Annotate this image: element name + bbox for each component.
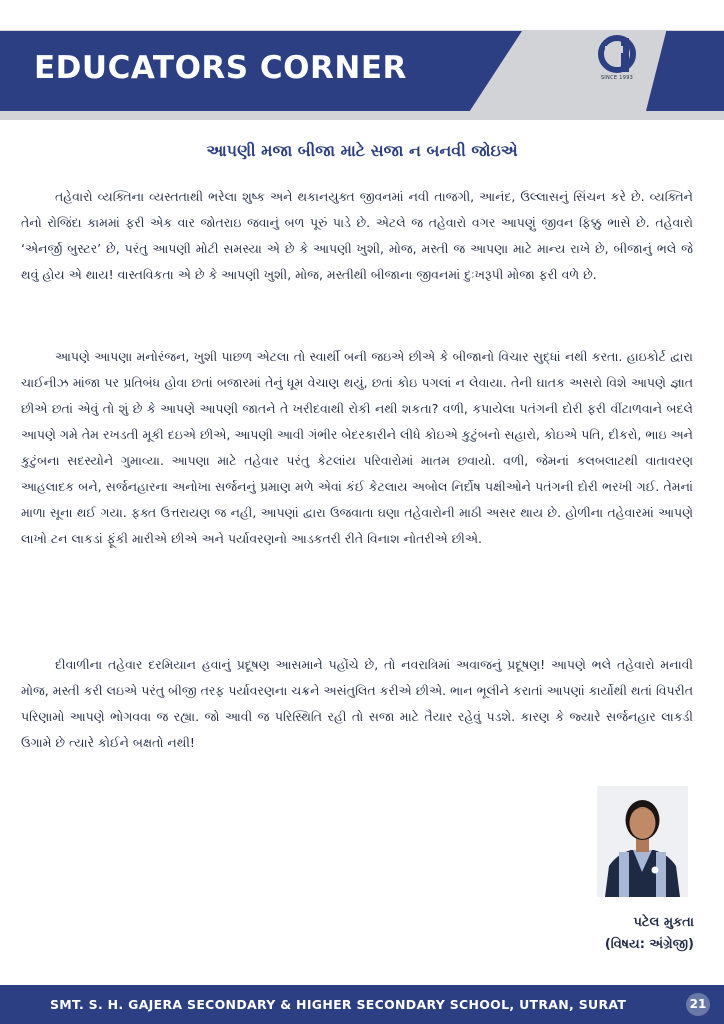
author-name: પટેલ મુકતા [633, 915, 694, 930]
article-paragraph-3: દીવાળીના તહેવાર દરમિયાન હવાનું પ્રદૂષણ આસમાને પહોંચે છે, તો નવરાત્રિમાં અવાજનું પ્રદૂષણ! આપણે ભલે તહેવારો મનાવી મોજ, મસ્તી કરી લઇએ પરંતુ બીજી તરફ પર્યાવરણના ચક્રને અસંતુલિત કરીએ છીએ. ભાન ભૂલીને કરાતાં આપણાં કાર્યોથી થતાં વિપરીત પરિણામો આપણે ભોગવવા જ રહ્યા. જો આવી જ પરિસ્થિતિ રહી તો સજા માટે તૈયાર રહેવું પડશે. કારણ કે જ્યારે સર્જનહાર લાકડી ઉગામે છે ત્યારે કોઈને બક્ષતો નથી! [21, 657, 693, 750]
logo-tagline: SINCE 1993 [600, 75, 634, 81]
article-paragraph-2: આપણે આપણા મનોરંજન, ખુશી પાછળ એટલા તો સ્વાર્થી બની જઇએ છીએ કે બીજાનો વિચાર સુદ્ધાં નથી કરતા. હાઇકોર્ટ દ્વારા ચાઈનીઝ માંજા પર પ્રતિબંધ હોવા છતાં બજારમાં તેનું ધૂમ વેચાણ થયું, છતાં કોઇ પગલાં ન લેવાયા. તેની ઘાતક અસરો વિશે આપણે જ્ઞાત છીએ છતાં એવું તો શું છે કે આપણે આપણી જાતને તે ખરીદવાથી રોકી નથી શકતા? વળી, કપાયેલા પતંગની દોરી ફરી વીંટાળવાને બદલે આપણે ગમે તેમ રખડતી મૂકી દઇએ છીએ, આપણી આવી ગંભીર બેદરકારીને લીધે કોઇએ કુટુંબનો સહારો, કોઇએ પતિ, દીકરો, ભાઇ અને કુટુંબના સદસ્યોને ગુમાવ્યા. આપણા માટે તહેવાર પરંતુ કેટલાંય પરિવારોમાં માતમ છવાયો. વળી, જેમનાં કલબલાટથી વાતાવરણ આહલાદક બને, સર્જનહારના અનોખા સર્જનનું પ્રમાણ મળે એવાં કંઈ કેટલાય અબોલ નિર્દોષ પક્ષીઓને પતંગની દોરી ભરખી ગઈ. તેમનાં માળા સૂના થઈ ગયા. ફક્ત ઉત્તરાયણ જ નહી, આપણાં દ્વારા ઉજવાતા ઘણા તહેવારોની માઠી અસર થાય છે. હોળીના તહેવારમાં આપણે લાખો ટન લાકડાં ફૂંકી મારીએ છીએ અને પર્યાવરણનો આડકતરી રીતે વિનાશ નોતરીએ છીએ. [21, 349, 693, 546]
author-portrait-icon [597, 786, 688, 897]
article-title: આપણી મજા બીજા માટે સજા ન બનવી જોઇએ [206, 141, 518, 160]
article-paragraph-1: તહેવારો વ્યક્તિના વ્યસ્તતાથી ભરેલા શુષ્ક અને થકાનયુક્ત જીવનમાં નવી તાજગી, આનંદ, ઉલ્લાસનું સિંચન કરે છે. વ્યક્તિને તેનો રોજિંદા કામમાં ફરી એક વાર જોતરાઇ જવાનું બળ પૂરું પાડે છે. એટલે જ તહેવારો વગર આપણું જીવન ફિક્કુ ભાસે છે. તહેવારો ‘એનર્જી બુસ્ટર’ છે, પરંતુ આપણી મોટી સમસ્યા એ છે કે આપણી ખુશી, મોજ, મસ્તી જ આપણા માટે માન્ય રાખે છે, બીજાનું ભલે જે થવું હોય એ થાય! વાસ્તવિકતા એ છે કે આપણી ખુશી, મોજ, મસ્તીથી બીજાના જીવનમાં દુઃખરૂપી મોજા ફરી વળે છે. [21, 189, 693, 282]
section-title: EDUCATORS CORNER [34, 50, 407, 86]
page-number: 21 [689, 997, 707, 1011]
school-name: SMT. S. H. GAJERA SECONDARY & HIGHER SECONDARY SCHOOL, UTRAN, SURAT [50, 997, 627, 1012]
school-logo-icon [588, 34, 646, 78]
author-subject: (વિષય: અંગ્રેજી) [604, 937, 694, 952]
author-photo [597, 786, 688, 897]
